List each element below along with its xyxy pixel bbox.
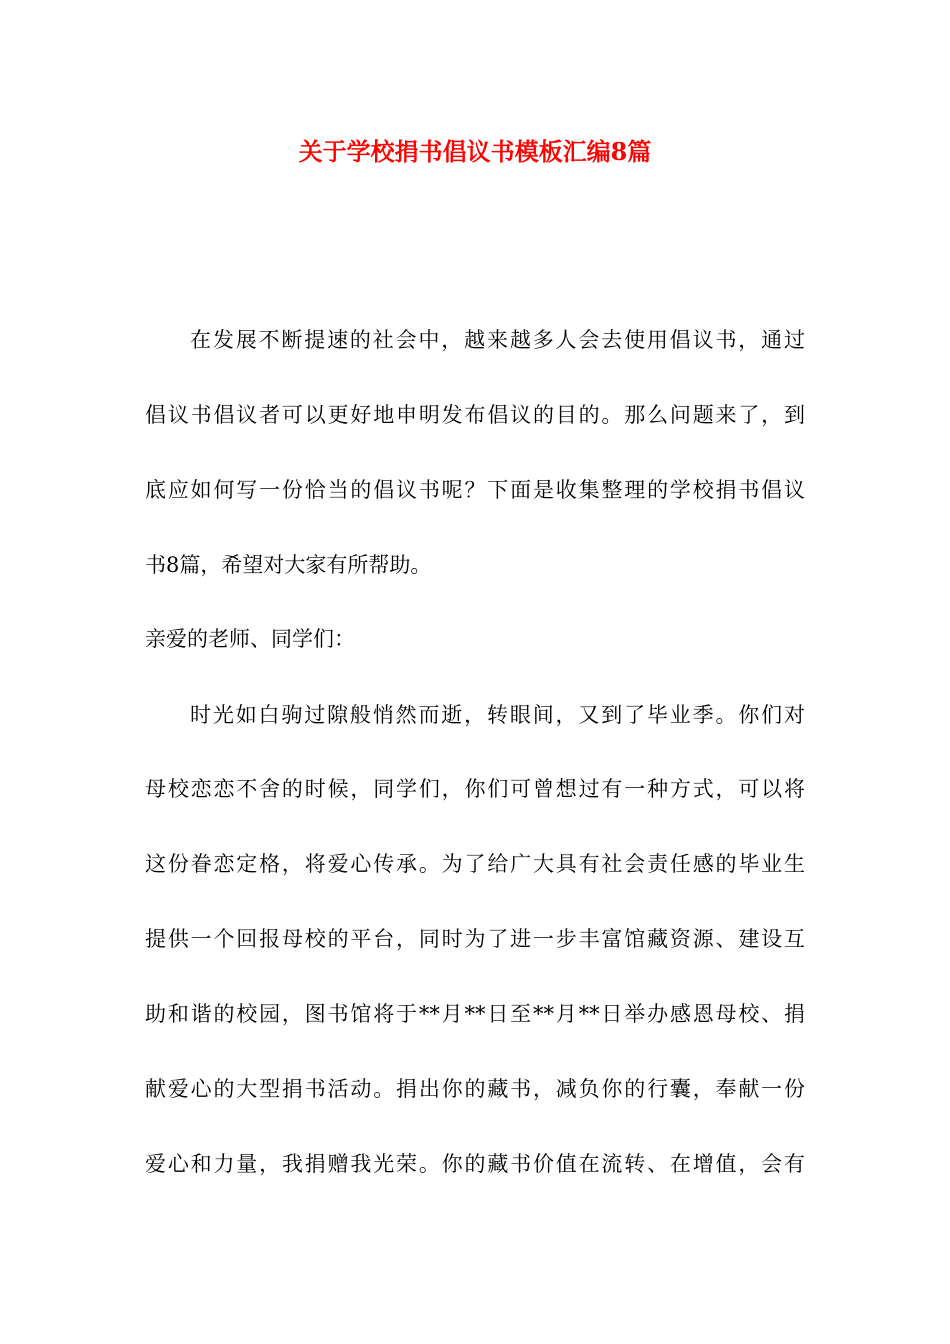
document-title: 关于学校捐书倡议书模板汇编8篇 xyxy=(298,137,652,166)
intro-line-2: 倡议书倡议者可以更好地申明发布倡议的目的。那么问题来了，到 xyxy=(145,403,805,427)
intro-line-3: 底应如何写一份恰当的倡议书呢？下面是收集整理的学校捐书倡议 xyxy=(145,478,805,502)
body-line-7: 爱心和力量，我捐赠我光荣。你的藏书价值在流转、在增值，会有 xyxy=(145,1152,805,1176)
salutation: 亲爱的老师、同学们： xyxy=(145,627,355,651)
body-line-1: 时光如白驹过隙般悄然而逝，转眼间，又到了毕业季。你们对 xyxy=(190,703,805,727)
intro-line-4: 书8篇，希望对大家有所帮助。 xyxy=(145,553,432,577)
body-line-3: 这份眷恋定格，将爱心传承。为了给广大具有社会责任感的毕业生 xyxy=(145,852,805,876)
body-line-2: 母校恋恋不舍的时候，同学们，你们可曾想过有一种方式，可以将 xyxy=(145,777,805,801)
body-line-4: 提供一个回报母校的平台，同时为了进一步丰富馆藏资源、建设互 xyxy=(145,927,805,951)
body-line-5: 助和谐的校园，图书馆将于**月**日至**月**日举办感恩母校、捐 xyxy=(145,1002,805,1026)
body-line-6: 献爱心的大型捐书活动。捐出你的藏书，减负你的行囊，奉献一份 xyxy=(145,1077,805,1101)
intro-line-1: 在发展不断提速的社会中，越来越多人会去使用倡议书，通过 xyxy=(190,328,805,352)
